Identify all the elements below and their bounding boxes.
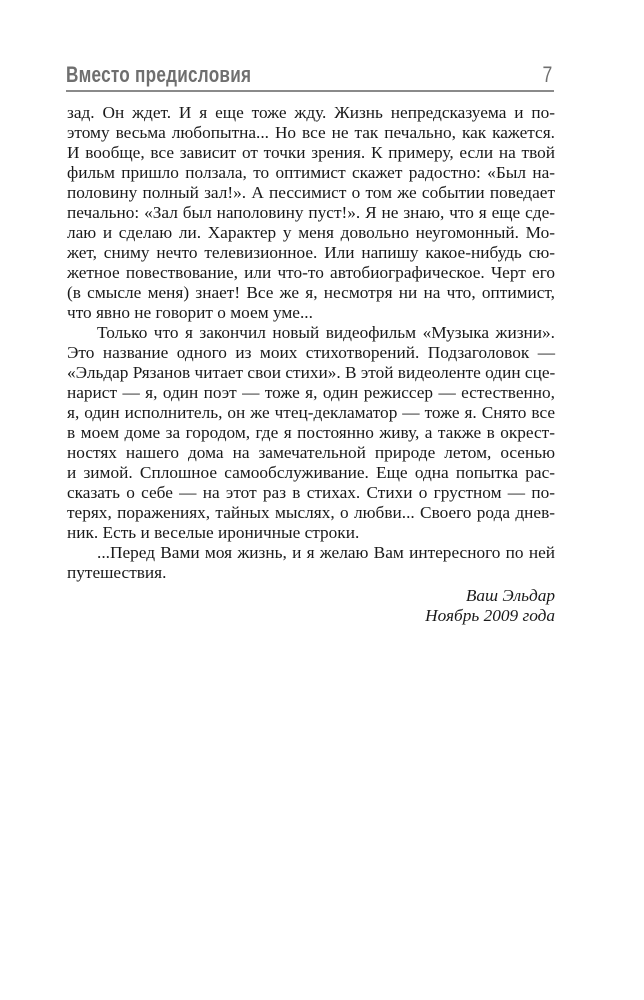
text-line: нарист — я, один поэт — тоже я, один режиссер — естественно, — [67, 383, 555, 402]
running-title: Вместо предисловия — [66, 62, 252, 87]
text-line: печально: «Зал был наполовину пуст!». Я не знаю, что я еще сде- — [67, 203, 555, 222]
body-text — [67, 103, 555, 626]
page-number: 7 — [542, 62, 552, 87]
text-line: этому весьма любопытна... Но все не так печально, как кажется. — [67, 123, 555, 142]
text-line: жетное повествование, или что-то автобиографическое. Черт его — [67, 263, 555, 282]
paragraph — [67, 323, 555, 543]
text-line: «Эльдар Рязанов читает свои стихи». В этой видеоленте один сце- — [67, 363, 556, 382]
text-line: И вообще, все зависит от точки зрения. К примеру, если на твой — [67, 143, 555, 162]
text-line: половину полный зал!». А пессимист о том же событии поведает — [67, 183, 555, 202]
text-line: (в смысле меня) знает! Все же я, несмотря ни на что, оптимист, — [67, 283, 555, 302]
text-line: путешествия. — [67, 563, 167, 582]
text-line: жет, сниму нечто телевизионное. Или напишу какое-нибудь сю- — [67, 243, 555, 262]
paragraph — [67, 543, 555, 583]
text-line: зад. Он ждет. И я еще тоже жду. Жизнь непредсказуема и по- — [67, 103, 555, 122]
paragraph — [67, 103, 555, 323]
running-header — [66, 62, 554, 92]
text-line: что явно не говорит о моем уме... — [67, 303, 313, 322]
text-line: терях, поражениях, тайных мыслях, о любви... Своего рода днев- — [67, 503, 555, 522]
text-line: лаю и сделаю ли. Характер у меня довольно неугомонный. Мо- — [67, 223, 555, 242]
text-line: Только что я закончил новый видеофильм «Музыка жизни». — [97, 323, 555, 342]
signature-name: Ваш Эльдар — [465, 586, 555, 605]
text-line: я, один исполнитель, он же чтец-декламатор — тоже я. Снято все — [67, 403, 555, 422]
text-line: ностях нашего дома на замечательной природе летом, осенью — [67, 443, 555, 462]
text-line: ...Перед Вами моя жизнь, и я желаю Вам интересного по ней — [97, 543, 555, 562]
text-line: в моем доме за городом, где я постоянно живу, а также в окрест- — [67, 423, 555, 442]
text-line: фильм пришло ползала, то оптимист скажет радостно: «Был на- — [67, 163, 555, 182]
text-line: и зимой. Сплошное самообслуживание. Еще одна попытка рас- — [67, 463, 555, 482]
text-line: сказать о себе — на этот раз в стихах. Стихи о грустном — по- — [67, 483, 555, 502]
text-line: Это название одного из моих стихотворений. Подзаголовок — — [67, 343, 555, 362]
text-line: ник. Есть и веселые ироничные строки. — [67, 523, 360, 542]
signature-date: Ноябрь 2009 года — [425, 606, 555, 625]
